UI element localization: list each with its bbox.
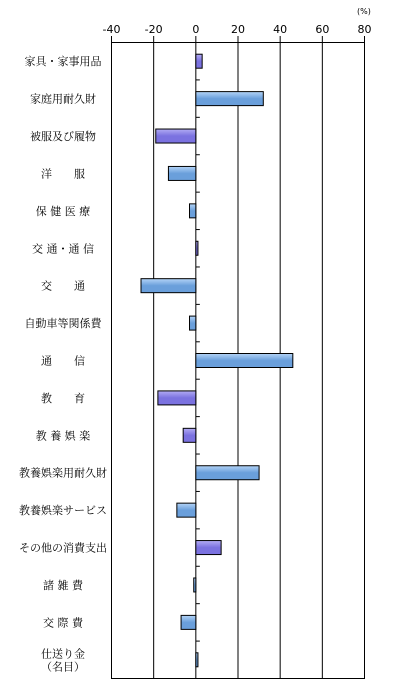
category-label: 仕送り金 <box>41 647 85 661</box>
category-label: 家庭用耐久財 <box>30 92 96 106</box>
category-labels <box>19 54 107 673</box>
category-label: 教養娯楽サービス <box>19 504 107 518</box>
bar <box>194 578 196 592</box>
x-tick-label: 60 <box>315 23 330 36</box>
bar <box>183 428 196 442</box>
x-tick-label: -40 <box>102 23 121 36</box>
category-label: 通 信 <box>41 354 85 368</box>
bar <box>156 129 196 143</box>
bar <box>177 503 196 517</box>
category-label: 被服及び履物 <box>30 130 96 144</box>
bar <box>141 279 196 293</box>
category-label: （名目） <box>41 660 85 674</box>
category-label: 家具・家事用品 <box>24 55 102 69</box>
category-label: 教養娯楽用耐久財 <box>19 466 107 480</box>
category-label: 交 通 <box>41 279 85 293</box>
x-tick-label: 20 <box>231 23 245 36</box>
bar <box>196 354 293 368</box>
x-tick-label: 80 <box>357 23 372 36</box>
x-tick-label: 40 <box>273 23 288 36</box>
x-tick-labels <box>103 23 372 36</box>
category-label: 交 通・通 信 <box>32 242 94 256</box>
bar <box>196 466 259 480</box>
bar <box>190 316 196 330</box>
unit-label: (%) <box>357 7 371 16</box>
category-label: 保 健 医 療 <box>35 204 91 218</box>
x-tick-label: 0 <box>192 23 200 36</box>
bar <box>158 391 196 405</box>
bars <box>141 54 293 667</box>
bar <box>181 615 196 629</box>
bar <box>196 241 198 255</box>
x-tick-label: -20 <box>144 23 163 36</box>
category-label: 洋 服 <box>41 167 85 181</box>
category-label: 教 養 娯 楽 <box>35 429 91 443</box>
category-label: 諸 雑 費 <box>43 578 83 592</box>
bar <box>196 653 198 667</box>
category-label: 自動車等関係費 <box>24 317 102 331</box>
bar <box>196 54 202 68</box>
category-label: 交 際 費 <box>43 616 83 630</box>
bar <box>190 204 196 218</box>
category-label: 教 育 <box>41 391 85 405</box>
bar <box>168 166 195 180</box>
category-label: その他の消費支出 <box>19 541 107 555</box>
bar <box>196 92 263 106</box>
bar <box>196 541 221 555</box>
